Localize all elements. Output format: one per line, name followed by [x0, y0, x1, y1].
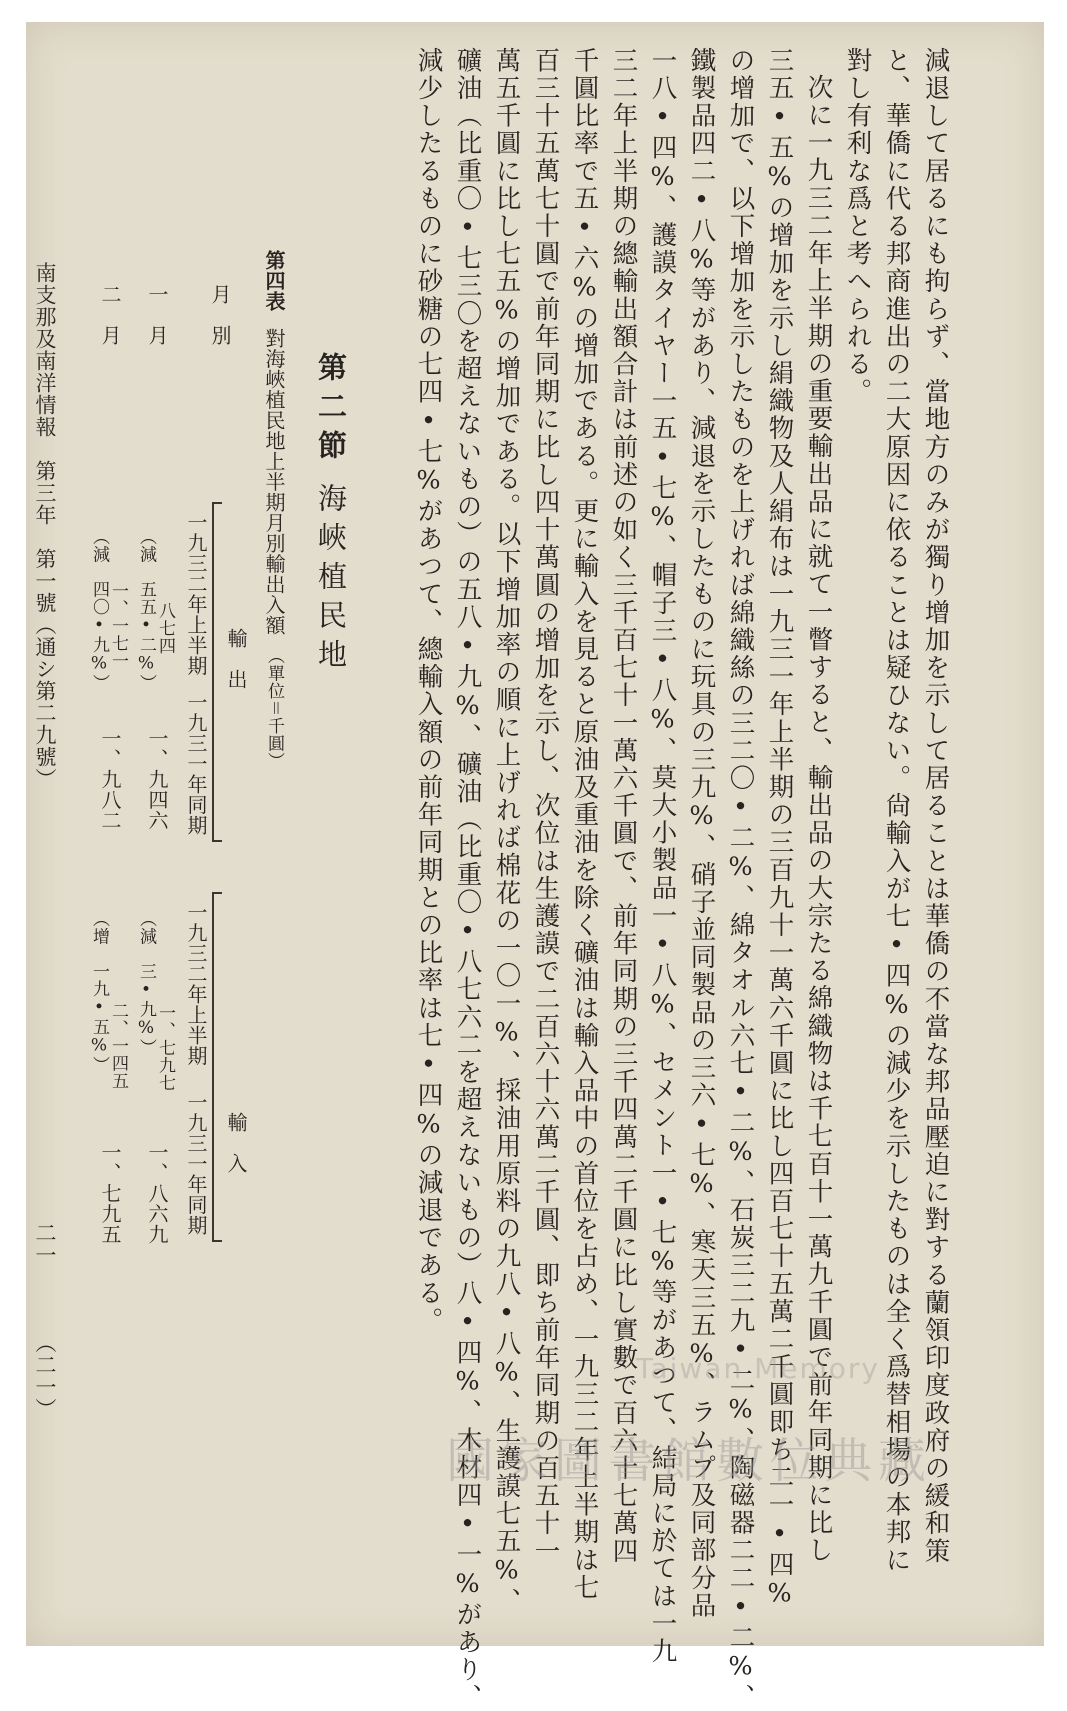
- import-brace: [212, 892, 214, 1242]
- export-brace: [212, 502, 214, 842]
- table-caption: [264, 250, 284, 770]
- row2-export-1931: 一、九八二: [98, 728, 122, 831]
- body-line-13: 礦油（比重〇•七三〇を超えないもの）の五八•九%、礦油（比重〇•八七六二を超えないもの）八•四%、木材四•一%があり、: [452, 47, 483, 1711]
- row2-import-1931: 一、七九五: [98, 1142, 122, 1245]
- body-line-6: の增加で、以下增加を示したものを上げれば綿織絲の三二〇•二%、綿タオル六七•二%、石炭三二九•二%、陶磁器二二•二%、: [725, 47, 756, 1711]
- row1-export-1932: 八七四: [155, 602, 175, 655]
- import-col-1932: 一九三二年上半期: [184, 902, 208, 1066]
- row1-import-1932: 一、七九七: [155, 1004, 175, 1092]
- body-line-9: 三二年上半期の總輸出額合計は前述の如く三千百七十一萬六千圓で、前年同期の三千四萬二千圓に比し實數で百六十七萬四: [608, 47, 639, 1565]
- table-row-month: 一 月: [145, 284, 169, 346]
- body-line-11: 百三十五萬七十圓で前年同期に比し四十萬圓の增加を示し、次位は生護謨で二百六十六萬二千圓、即ち前年同期の百五十一: [530, 47, 561, 1565]
- export-col-1932: 一九三二年上半期: [184, 512, 208, 676]
- row2-export-1932: 一、一七一: [108, 582, 128, 670]
- section-title: 海峽植民地: [314, 483, 348, 678]
- body-line-1: 減退して居るにも拘らず、當地方のみが獨り增加を示して居ることは華僑の不當な邦品壓迫に對する蘭領印度政府の緩和策: [920, 47, 951, 1565]
- section-heading: [314, 352, 348, 678]
- page-number: 二一: [33, 1222, 57, 1266]
- body-line-5: 三五•五%の增加を示し絹織物及人絹布は一九三一年上半期の三百九十一萬六千圓に比し四百七十五萬二千圓即ち二一•四%: [764, 47, 795, 1611]
- table-unit: （單位＝千圓）: [264, 647, 284, 770]
- table-header-import: 輸 入: [224, 1112, 248, 1174]
- body-line-2: と、華僑に代る邦商進出の二大原因に依ることは疑ひない。尙輸入が七•四%の減少を示したものは全く爲替相場の本邦に: [881, 47, 912, 1574]
- table-title: 對海峽植民地上半期月別輸出入額: [262, 327, 286, 635]
- import-brace-top: [212, 892, 222, 894]
- body-line-4: 次に一九三二年上半期の重要輸出品に就て一瞥すると、輸出品の大宗たる綿織物は千七百十一萬九千圓で前年同期に比し: [803, 74, 834, 1565]
- page-number-paren: （二一）: [33, 1332, 57, 1420]
- table-header-month: 月 別: [208, 284, 232, 346]
- row1-export-pct: （減 五五•二%）: [136, 528, 156, 692]
- row2-import-pct: （增 一九•五%）: [89, 910, 109, 1074]
- document-page: [26, 22, 1044, 1711]
- table-header-export: 輸 出: [224, 628, 248, 690]
- watermark-en: Taiwan Memory: [636, 1352, 880, 1385]
- export-col-1931: 一九三一年同期: [184, 692, 208, 836]
- row1-import-pct: （減 三•九%）: [136, 910, 156, 1056]
- import-col-1931: 一九三一年同期: [184, 1092, 208, 1236]
- row2-import-1932: 二、一四五: [108, 1002, 128, 1090]
- watermark-cn: 國家圖書館數位典藏: [446, 1433, 933, 1489]
- row1-import-1931: 一、八六九: [145, 1142, 169, 1245]
- body-line-8: 一八•四%、護謨タイヤー一五•七%、帽子三•八%、莫大小製品一•八%、セメント一•七%等があつて、結局に於ては一九: [647, 47, 678, 1666]
- body-line-12: 萬五千圓に比し七五%の增加である。以下增加率の順に上げれば棉花の一〇一%、採油用原料の九八•八%、生護謨七五%、: [491, 47, 522, 1616]
- table-label: 第四表: [262, 250, 286, 312]
- row2-export-pct: （減 四〇•九%）: [89, 528, 109, 692]
- section-label: 第二節: [314, 352, 348, 469]
- body-line-3: 對し有利な爲と考へられる。: [842, 47, 873, 406]
- body-line-7: 鐵製品四二•八%等があり、減退を示したものに玩具の三九%、硝子並同製品の三六•七%、寒天三五%、ラムプ及同部分品: [686, 47, 717, 1620]
- row1-export-1931: 一、九四六: [145, 728, 169, 831]
- export-brace-top: [212, 502, 222, 504]
- running-header: 南支那及南洋情報 第三年 第一號（通シ第二九號）: [33, 262, 57, 790]
- body-line-10: 千圓比率で五•六%の增加である。更に輸入を見ると原油及重油を除く礦油は輸入品中の首位を占め、一九三二年上半期は七: [569, 47, 600, 1602]
- body-line-14: 減少したるものに砂糖の七四•七%があつて、總輸入額の前年同期との比率は七•四%の減退である。: [413, 47, 444, 1335]
- import-brace-bottom: [212, 1240, 222, 1242]
- export-brace-bottom: [212, 840, 222, 842]
- table-row-month: 二 月: [98, 284, 122, 346]
